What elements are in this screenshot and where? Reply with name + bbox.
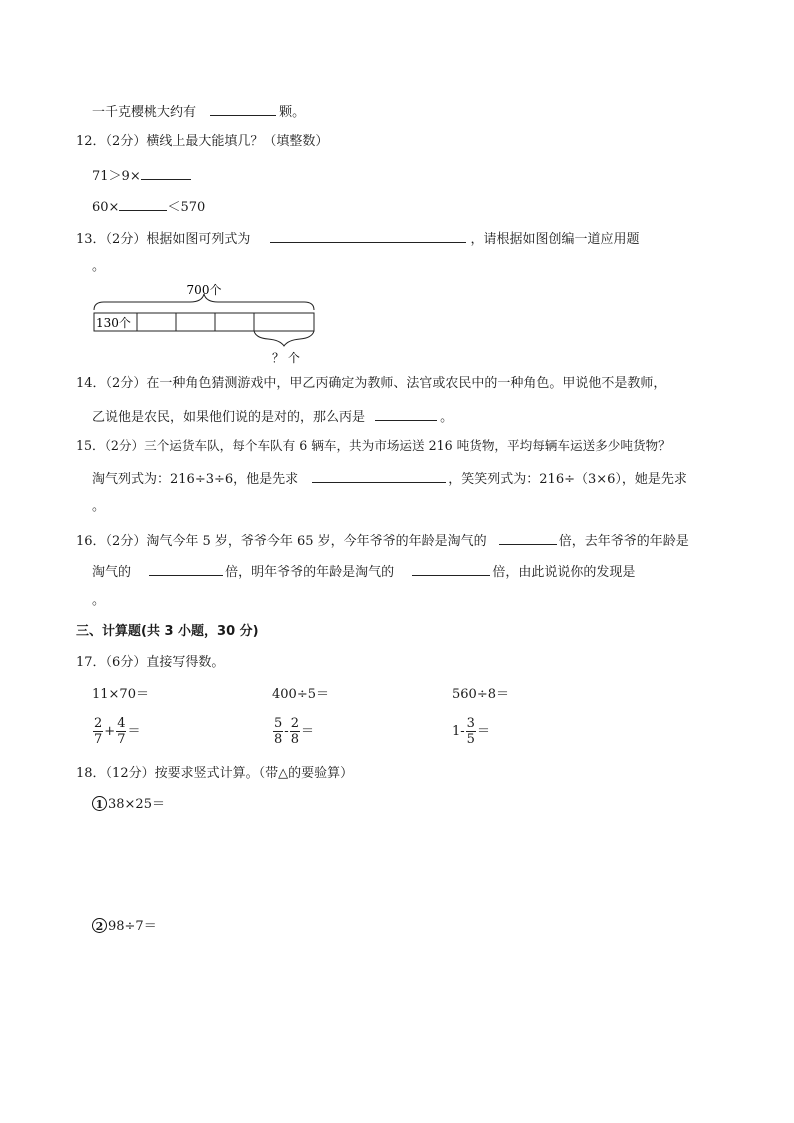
q11-continuation	[92, 101, 305, 122]
answer-blank[interactable]	[119, 196, 167, 211]
numerator: 5	[274, 716, 283, 731]
numerator: 2	[290, 716, 299, 731]
fraction	[466, 716, 476, 747]
q16-text-3: 淘气的	[92, 565, 132, 580]
fraction	[290, 716, 300, 747]
circled-number-2: 2	[92, 918, 107, 933]
q16-line2	[92, 561, 635, 582]
q16-text-4: 倍，明年爷爷的年龄是淘气的	[225, 565, 395, 580]
answer-blank[interactable]	[141, 165, 191, 180]
q13-tail: ，请根据如图创编一道应用题	[470, 232, 640, 247]
numerator: 3	[466, 716, 475, 731]
q12-b-text: 60×	[92, 200, 120, 215]
q15-text: 淘气列式为：216÷3÷6，他是先求	[92, 472, 299, 487]
q14-line2	[92, 406, 453, 427]
q17-heading: 17．（6分）直接写得数。	[76, 655, 225, 670]
q17-r1-c1: 11×70＝	[92, 687, 149, 702]
q14-suffix: 。	[440, 410, 454, 425]
q17-r1-c2: 400÷5＝	[272, 687, 329, 702]
minuend: 1-	[452, 723, 465, 739]
first-segment-label: 130个	[96, 316, 131, 330]
unknown-brace	[254, 331, 314, 346]
section-3-heading: 三、计算题(共 3 小题，30 分)	[76, 624, 259, 639]
operator: +	[104, 723, 116, 739]
q17-fraction-1	[92, 716, 140, 747]
q15-line1: 15．（2分）三个运货车队，每个车队有 6 辆车，共为市场运送 216 吨货物，平均每辆车运送多少吨货物？	[76, 438, 671, 453]
q18-heading: 18．（12分）按要求竖式计算。（带△的要验算）	[76, 766, 354, 781]
q16-text-2: 倍，去年爷爷的年龄是	[558, 534, 689, 549]
q15-text-2: ，笑笑列式为：216÷（3×6），她是先求	[448, 472, 687, 487]
denominator: 8	[290, 732, 299, 747]
fraction	[116, 716, 126, 747]
q11-text: 一千克樱桃大约有	[92, 105, 197, 120]
denominator: 5	[466, 732, 475, 747]
q15-end: 。	[92, 499, 106, 514]
q12-item-a	[92, 165, 191, 186]
numerator: 2	[94, 716, 103, 731]
q16-text: 16．（2分）淘气今年 5 岁，爷爷今年 65 岁，今年爷爷的年龄是淘气的	[76, 534, 487, 549]
q13-line1	[76, 228, 639, 249]
answer-blank[interactable]	[375, 406, 437, 421]
q11-suffix: 颗。	[279, 105, 306, 120]
answer-blank[interactable]	[270, 228, 466, 243]
q12-item-b	[92, 196, 205, 217]
answer-blank[interactable]	[499, 530, 557, 545]
fraction	[93, 716, 103, 747]
denominator: 7	[117, 732, 126, 747]
q18-problem-1	[92, 796, 165, 814]
q12-b-suffix: ＜570	[167, 200, 206, 215]
answer-blank[interactable]	[149, 561, 223, 576]
q14-line1: 14．（2分）在一种角色猜测游戏中，甲乙丙确定为教师、法官或农民中的一种角色。甲说他不是教师，	[76, 376, 667, 391]
q16-text-5: 倍，由此说说你的发现是	[492, 565, 636, 580]
unknown-label: ？ 个	[272, 351, 300, 365]
circled-number-1: 1	[92, 796, 107, 811]
answer-blank[interactable]	[312, 468, 446, 483]
q17-fraction-2	[272, 716, 314, 747]
q16-line1	[76, 530, 689, 551]
total-label: 700个	[186, 283, 222, 297]
q17-r1-c3: 560÷8＝	[452, 687, 509, 702]
q12-heading: 12．（2分）横线上最大能填几？（填整数）	[76, 134, 329, 149]
answer-blank[interactable]	[412, 561, 490, 576]
q12-a-text: 71＞9×	[92, 169, 141, 184]
q13-end: 。	[92, 259, 106, 274]
equals: ＝	[127, 723, 141, 739]
q15-line2	[92, 468, 687, 489]
denominator: 8	[274, 732, 283, 747]
q14-text: 乙说他是农民，如果他们说的是对的，那么丙是	[92, 410, 366, 425]
numerator: 4	[117, 716, 126, 731]
q18-p2-text: 98÷7＝	[108, 919, 157, 934]
denominator: 7	[94, 732, 103, 747]
equals: ＝	[300, 723, 314, 739]
q16-end: 。	[92, 593, 106, 608]
fraction	[273, 716, 283, 747]
q18-problem-2	[92, 918, 157, 936]
q17-fraction-3	[452, 716, 490, 747]
answer-blank[interactable]	[210, 101, 276, 116]
equals: ＝	[476, 723, 490, 739]
segment-diagram-svg	[88, 282, 320, 370]
operator: -	[284, 723, 289, 739]
segment-diagram	[88, 282, 320, 370]
q13-text: 13．（2分）根据如图可列式为	[76, 232, 251, 247]
q18-p1-text: 38×25＝	[108, 797, 165, 812]
